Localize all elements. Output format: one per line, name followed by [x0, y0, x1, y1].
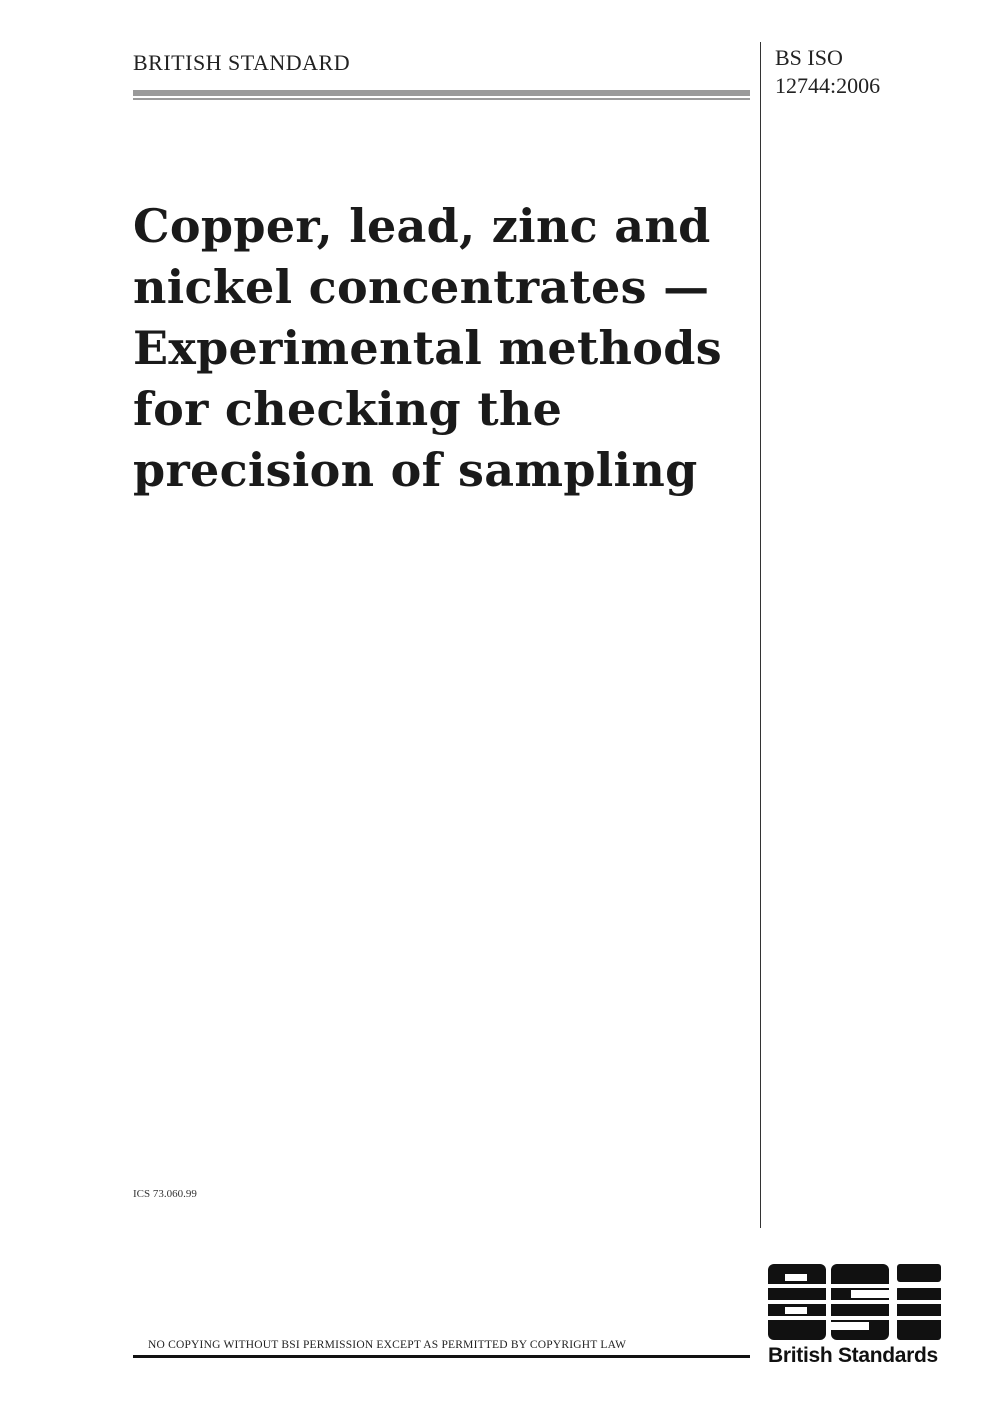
title-line: Experimental methods	[133, 321, 722, 375]
logo-caption: British Standards	[768, 1344, 938, 1367]
ics-code: ICS 73.060.99	[133, 1188, 197, 1200]
standard-number-line1: BS ISO	[775, 45, 843, 70]
footer-rule	[133, 1355, 750, 1358]
document-title	[133, 196, 743, 501]
title-line: Copper, lead, zinc and	[133, 199, 711, 253]
standard-number-line2: 12744:2006	[775, 73, 881, 98]
copyright-notice: NO COPYING WITHOUT BSI PERMISSION EXCEPT AS PERMITTED BY COPYRIGHT LAW	[148, 1339, 627, 1351]
vertical-divider	[760, 42, 761, 1228]
header-rule-thin	[133, 98, 750, 100]
standard-number	[775, 44, 880, 100]
title-line: for checking the	[133, 382, 563, 436]
title-line: nickel concentrates —	[133, 260, 710, 314]
header-rule-thick	[133, 90, 750, 96]
title-line: precision of sampling	[133, 443, 698, 497]
header-label: BRITISH STANDARD	[133, 50, 351, 75]
